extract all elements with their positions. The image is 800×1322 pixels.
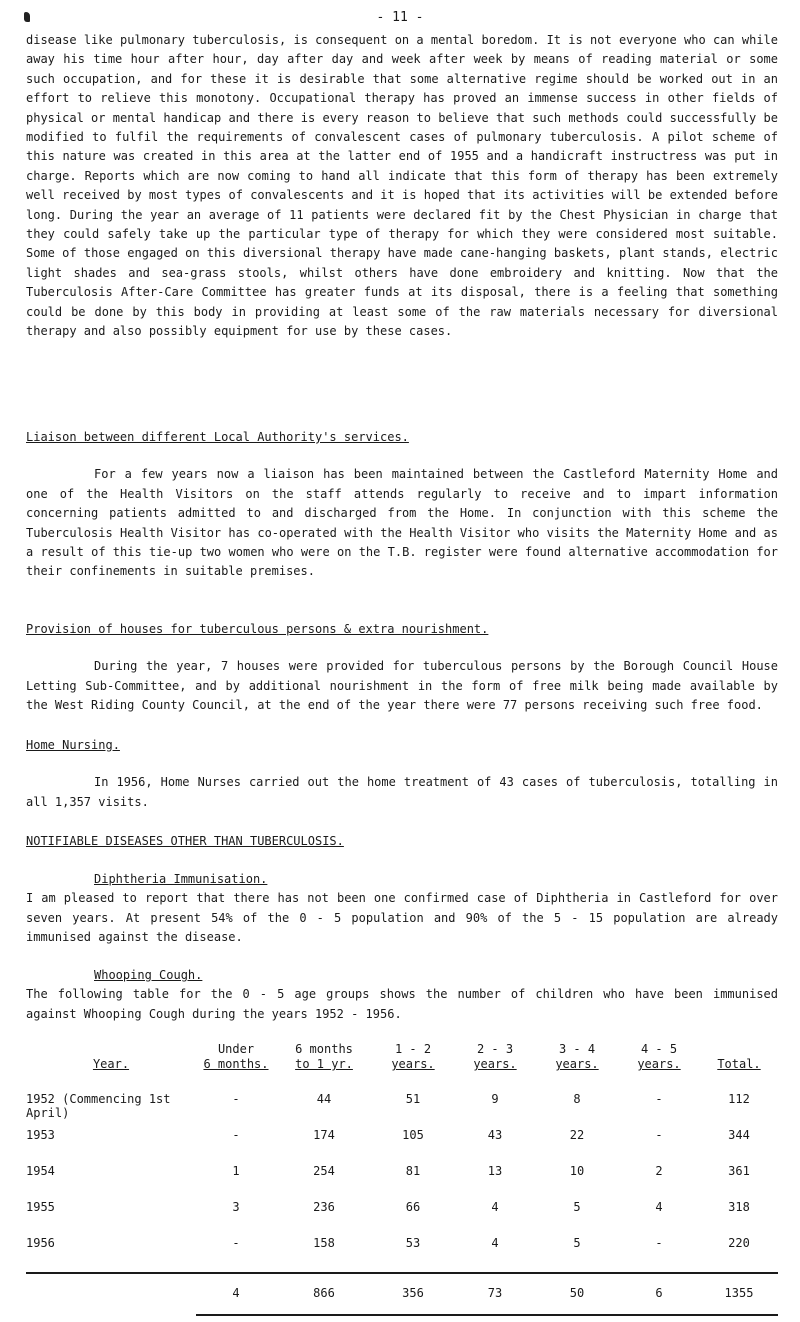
home-nursing-heading: Home Nursing. [26,738,120,752]
whooping-heading: Whooping Cough. [94,968,203,982]
paragraph-occupational-therapy: disease like pulmonary tuberculosis, is consequent on a mental boredom. It is not everyone who can while away his time hour after hour, day after day and week after week by means of reading material or some such occupation, and for these it is desirable that some alternative regime should be worked out in an effort to relieve this monotony. Occupational therapy has proved an immense success in other fields of physical or mental handicap and there is every reason to believe that such methods could successfully be modified to fulfil the requirements of convalescent cases of pulmonary tuberculosis. A pilot scheme of this nature was created in this area at the latter end of 1955 and a handicraft instructress was put in charge. Reports which are now coming to hand all indicate that this form of therapy has been extremely well received by most types of convalescents and it is hoped that its activities will be extended before long. During the year an average of 11 patients were declared fit by the Chest Physician in charge that they could safely take up the particular type of therapy for which they were considered most suitable. Some of those engaged on this diversional therapy have made cane-hanging baskets, plant stands, electric light shades and sea-grass stools, whilst others have done embroidery and knitting. Now that the Tuberculosis After-Care Committee has greater funds at its disposal, there is a feeling that something could be done by this body in providing at least some of the raw materials necessary for diversional therapy and also possibly equipment for use by these cases. [26,33,778,339]
page-number: - 11 - [376,10,424,25]
whooping-section [26,966,778,1024]
col-header-6m-1y: 6 months to 1 yr. [295,1042,353,1071]
col-header-3-4: 3 - 4 years. [555,1042,599,1071]
liaison-paragraph: For a few years now a liaison has been maintained between the Castleford Maternity Home and one of the Health Visitors on the staff attends regularly to receive and to impart information concerning patients admitted to and discharged from the Home. In conjunction with this scheme the Tuberculosis Health Visitor has co-operated with the Health Visitor who visits the Maternity Home and as a result of this tie-up two women who were on the T.B. register were found alternative accommodation for their confinements in suitable premises. [26,467,778,579]
occupational-therapy-section [26,31,778,342]
diphtheria-heading: Diphtheria Immunisation. [94,872,268,886]
notifiable-section [26,832,778,851]
provision-paragraph: During the year, 7 houses were provided for tuberculous persons by the Borough Council House Letting Sub-Committee, and by additional nourishment in the form of free milk being made available by the West Riding County Council, at the end of the year there were 77 persons receiving such free food. [26,659,778,713]
provision-section [26,620,778,716]
col-header-under-6m: Under 6 months. [203,1042,269,1071]
col-header-year: Year. [92,1057,130,1071]
col-header-1-2: 1 - 2 years. [391,1042,435,1071]
home-nursing-section [26,736,778,812]
notifiable-heading: NOTIFIABLE DISEASES OTHER THAN TUBERCULOSIS. [26,834,344,848]
home-nursing-paragraph: In 1956, Home Nurses carried out the home treatment of 43 cases of tuberculosis, totalling in all 1,357 visits. [26,775,778,809]
diphtheria-paragraph: I am pleased to report that there has not been one confirmed case of Diphtheria in Castleford for over seven years. At present 54% of the 0 - 5 population and 90% of the 5 - 15 population are already immunised against the disease. [26,891,778,945]
col-header-4-5: 4 - 5 years. [637,1042,681,1071]
col-header-total: Total. [717,1057,761,1071]
liaison-heading: Liaison between different Local Authority's services. [26,430,409,444]
table-row: 1956 - 158 53 4 5 - 220 [26,1236,750,1250]
table-row: 1955 3 236 66 4 5 4 318 [26,1200,750,1214]
liaison-section [26,428,778,582]
table-row: 1953 - 174 105 43 22 - 344 [26,1128,750,1142]
immunisation-table-wrapper [26,1042,778,1316]
immunisation-table [26,1042,778,1316]
provision-heading: Provision of houses for tuberculous persons & extra nourishment. [26,622,489,636]
table-totals-row: 4 866 356 73 50 6 1355 [26,1273,778,1315]
whooping-paragraph: The following table for the 0 - 5 age groups shows the number of children who have been immunised against Whooping Cough during the years 1952 - 1956. [26,987,778,1021]
table-row: 1954 1 254 81 13 10 2 361 [26,1164,750,1178]
table-row: 1952 (Commencing 1st April) - 44 51 9 8 - 112 [26,1092,750,1120]
col-header-2-3: 2 - 3 years. [473,1042,517,1071]
table-header-row [26,1042,778,1072]
diphtheria-section [26,870,778,948]
